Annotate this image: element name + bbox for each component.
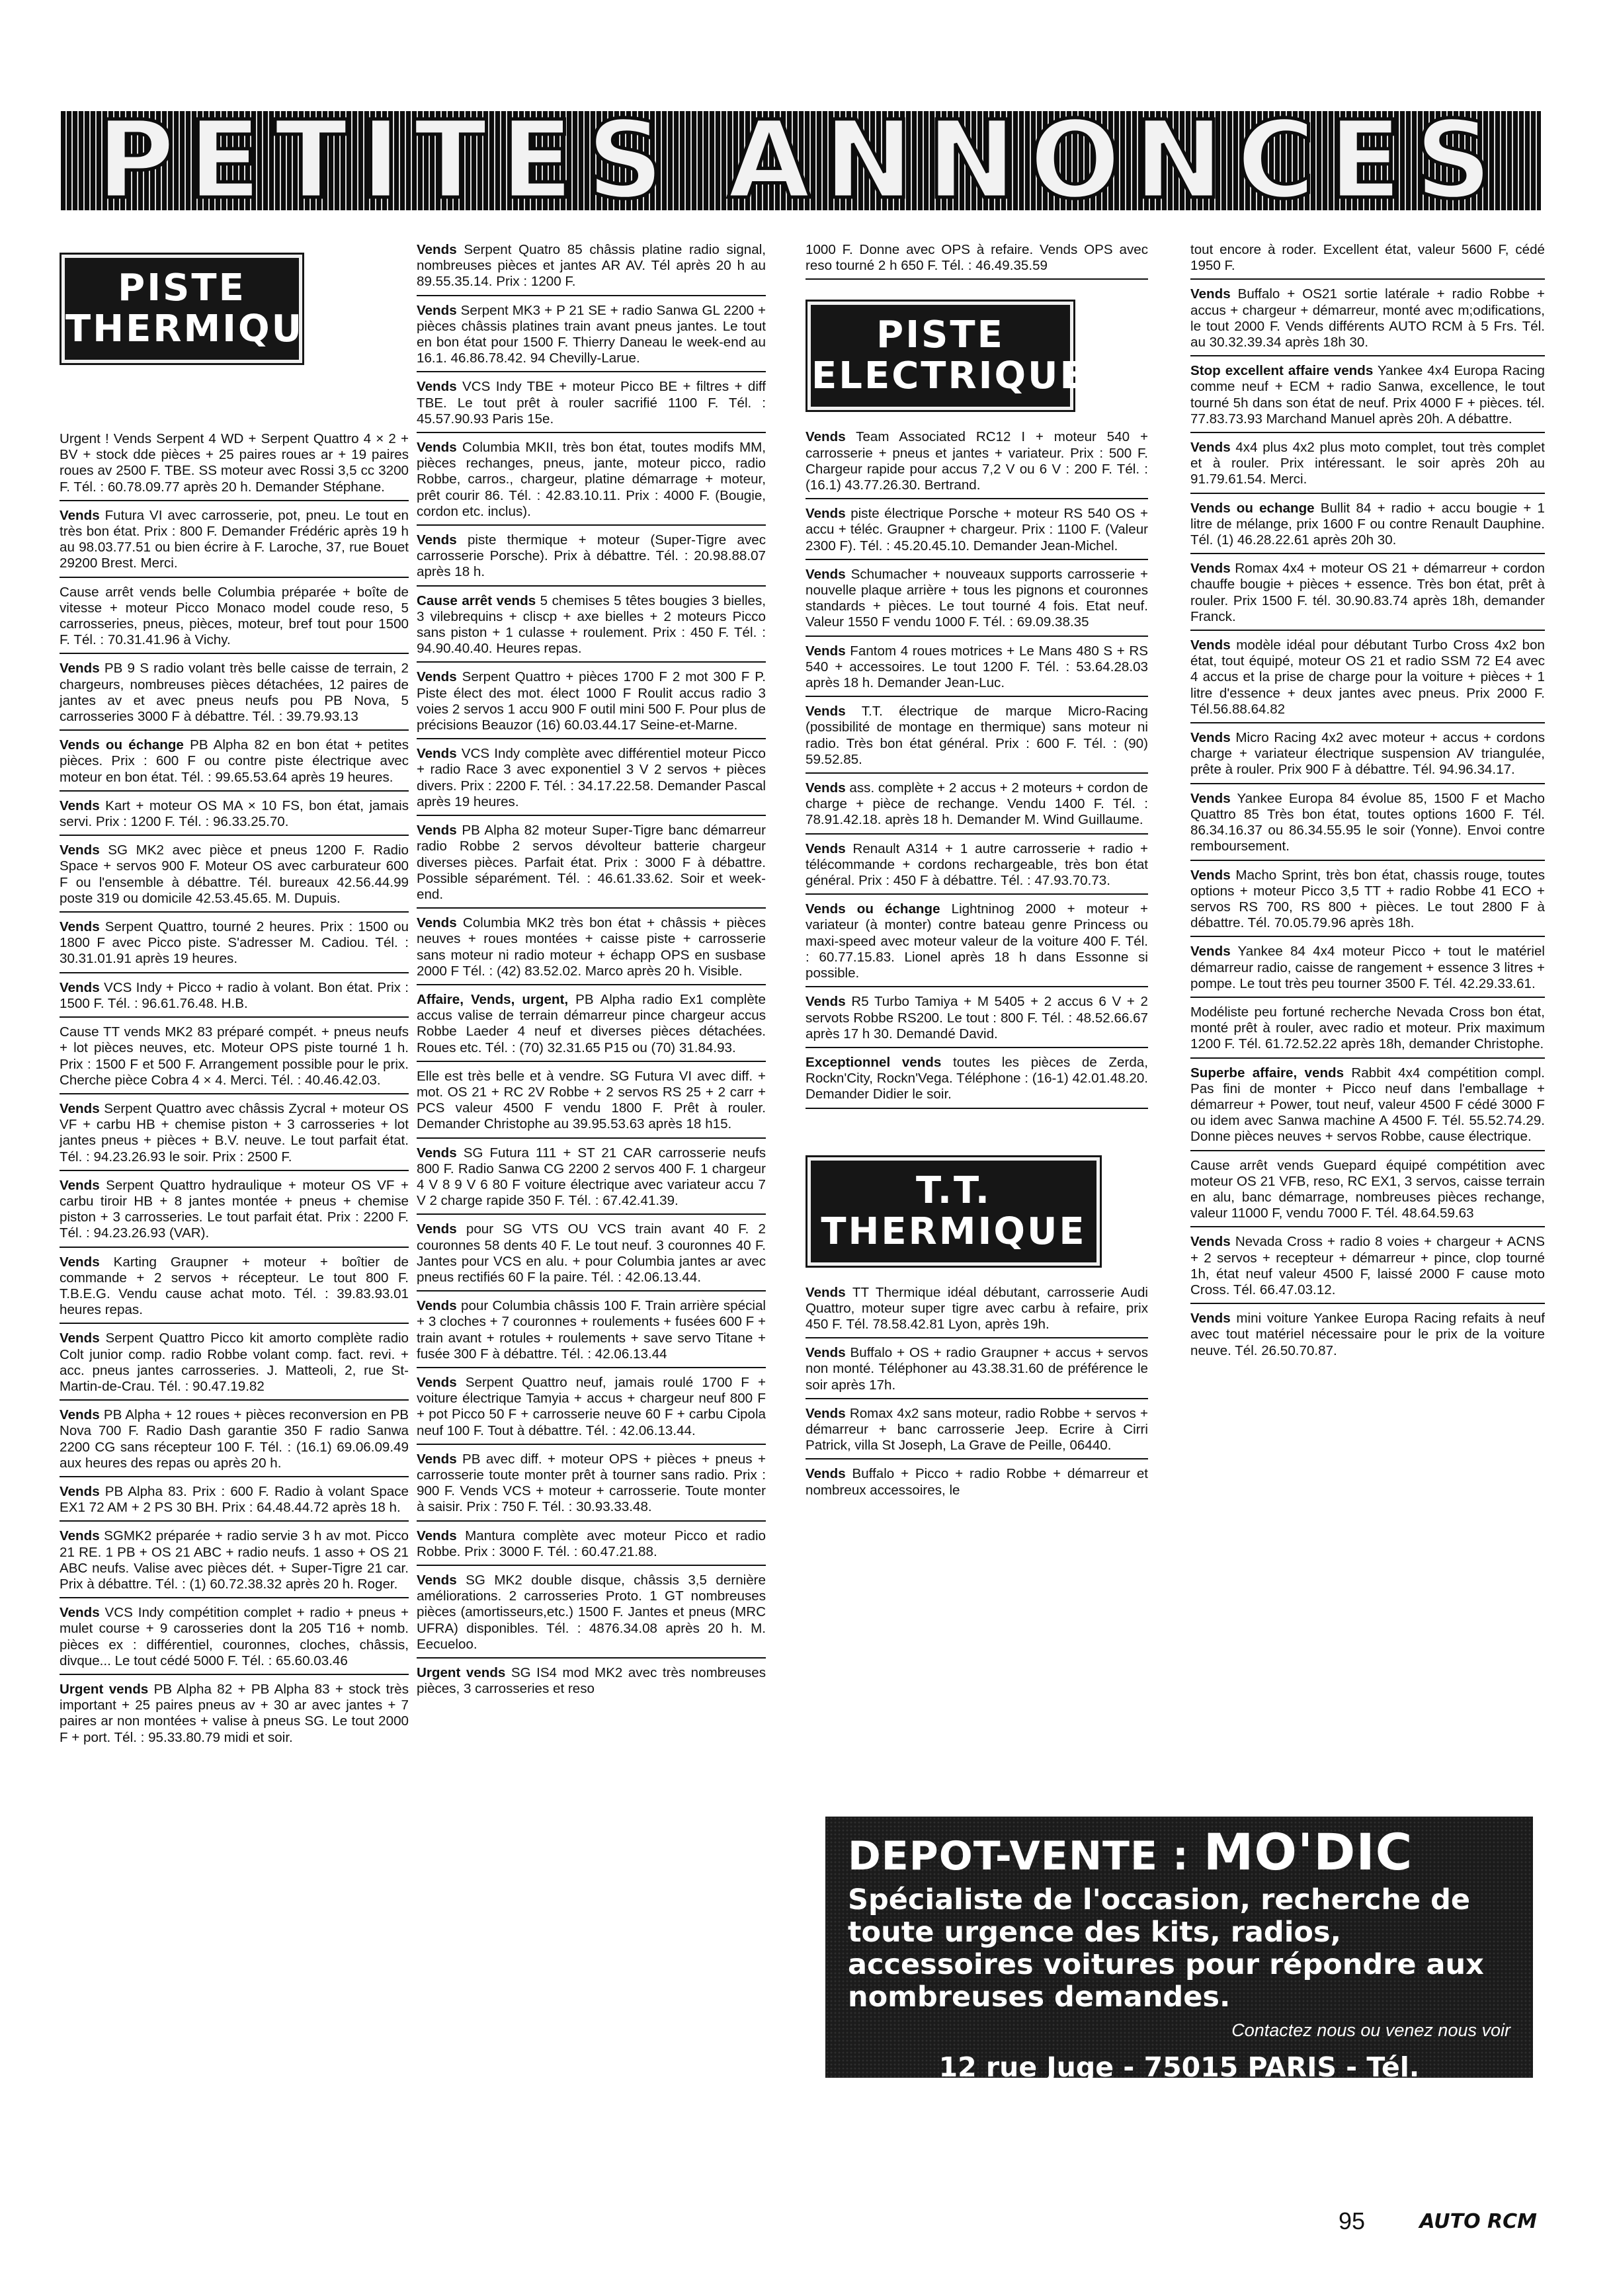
ad-text: Serpent Quattro + pièces 1700 F 2 mot 300 F P. Piste élect des mot. élect 1000 F Roulit accus radio 3 voies 2 servos 1 accu 900 F outil mini 500 F. Pour plus de précisions Beauzor (16) 60.03.44.17 Seine-et-Marne.: [417, 669, 766, 733]
ad-lead: Vends: [1190, 790, 1231, 806]
ad-text: Modéliste peu fortuné recherche Nevada Cross bon état, monté prêt à rouler, avec radio et moteur. Prix maximum 1200 F. Tél. 61.72.52.22 après 18h, demander Christophe.: [1190, 1004, 1545, 1052]
ad-text: Serpent Quattro neuf, jamais roulé 1700 F + voiture électrique Tamyia + accus + chargeur neuf 800 F + pot Picco 50 F + carrosserie neuve 60 F + carbu Cipola neuf 100 F. Tout à débattre. Tél. : 42.06.13.44.: [417, 1374, 766, 1438]
classified-ad: [1190, 1155, 1545, 1228]
classified-ad: [806, 1342, 1148, 1399]
ad-lead: Vends: [60, 1177, 100, 1193]
ad-lead: Vends: [1190, 1311, 1231, 1327]
classified-ad: [1190, 788, 1545, 861]
ad-lead: Vends: [60, 798, 100, 813]
classified-ad: [417, 1295, 766, 1368]
ad-lead: Vends: [417, 242, 457, 257]
ad-lead: Vends: [417, 1298, 457, 1314]
ad-lead: Vends: [417, 746, 457, 762]
ad-lead: Vends: [806, 429, 846, 445]
classified-ad: [1190, 727, 1545, 784]
classified-ad: [417, 1526, 766, 1566]
page-number: 95: [1339, 2207, 1366, 2234]
ad-lead: Vends: [60, 1407, 100, 1423]
ad-lead: Vends: [806, 643, 846, 659]
classified-ad: [806, 701, 1148, 774]
ad-lead: Affaire, Vends, urgent,: [417, 991, 569, 1007]
classified-ad: [806, 503, 1148, 560]
classified-ad: [60, 1252, 409, 1325]
ad-lead: Vends: [60, 661, 100, 676]
ad-text: Serpent Quattro, tourné 2 heures. Prix : 1500 ou 1800 F avec Picco piste. S'adresser M. Cadiou. Tél. : 30.31.01.91 après 19 heures.: [60, 919, 409, 967]
ad-list-col1: [60, 429, 409, 1750]
classified-ad: [60, 1328, 409, 1401]
ad-text: SG MK2 avec pièce et pneus 1200 F. Radio Space + servos 900 F. Moteur OS avec carburateur 600 F ou l'ensemble à débattre. Tél. bureaux 42.56.44.99 poste 319 ou domicile 42.53.45.65. M. Dupuis.: [60, 842, 409, 906]
classified-ad: [806, 641, 1148, 698]
ad-list-col3-top: [806, 239, 1148, 280]
ad-text: PB Alpha 82 moteur Super-Tigre banc démarreur radio Robbe 2 servos dévolteur batterie chargeur diverses pièces. Parfait état. Prix : 3000 F à débattre. Possible séparément. Tél. : 46.61.33.62. Soir et week-end.: [417, 823, 766, 902]
ad-lead: Vends: [417, 1528, 457, 1543]
section-heading-piste-thermique: [60, 253, 331, 365]
ad-text: SG Futura 111 + ST 21 CAR carrosserie neufs 800 F. Radio Sanwa CG 2200 2 servos 400 F. 1 chargeur 4 V 8 9 V 6 80 F voiture électrique avec variateur accu 7 V 2 charge rapide 350 F. Tél. : 67.42.41.39.: [417, 1145, 766, 1209]
section-heading-line: PISTE: [876, 313, 1005, 357]
ad-list-col4: [1190, 239, 1545, 1364]
classified-ad: [60, 505, 409, 578]
ad-text: toutes les pièces de Zerda, Rockn'City, Rockn'Vega. Téléphone : (16-1) 42.01.48.20. Demander Didier le soir.: [806, 1054, 1148, 1102]
ad-text: VCS Indy + Picco + radio à volant. Bon état. Prix : 1500 F. Tél. : 96.61.76.48. H.B.: [60, 979, 409, 1011]
depot-title-label: DEPOT-VENTE :: [848, 1833, 1189, 1879]
classified-ad: [1190, 635, 1545, 723]
ad-lead: Vends: [1190, 867, 1231, 883]
ad-text: Romax 4x4 + moteur OS 21 + démarreur + cordon chauffe bougie + pièces + essence. Très bon état, prêt à rouler. Prix 1500 F. tél. 30.90.83.74 après 18h, demander Franck.: [1190, 561, 1545, 624]
classified-ad: [417, 1570, 766, 1659]
ad-list-electrique: [806, 427, 1148, 1108]
ad-text: Micro Racing 4x2 avec moteur + accus + cordons charge + variateur électrique suspension AV triangulée, prête à rouler. Prix 900 F à débattre. Tél. 94.96.34.17.: [1190, 730, 1545, 778]
classified-ad: [60, 1679, 409, 1750]
ad-text: pour Columbia châssis 100 F. Train arrière spécial + 3 cloches + 7 couronnes + roulements + fusées 600 F + train avant + rotules + roulements + save servo Titane + fusée 300 F à débattre. Tél. : 42.06.13.44: [417, 1298, 766, 1362]
depot-contact-line: Contactez nous ou venez nous voir: [1231, 2020, 1510, 2040]
column-3: [806, 239, 1148, 1507]
classified-ad: [60, 735, 409, 792]
classified-ad: [1190, 1063, 1545, 1151]
ad-lead: Vends: [60, 1605, 100, 1621]
ad-text: VCS Indy TBE + moteur Picco BE + filtres + diff TBE. Le tout prêt à rouler sacrifié 1100 F. Tél. : 45.57.90.93 Paris 15e.: [417, 379, 766, 427]
column-4: [1190, 239, 1545, 1368]
classified-ad: [806, 564, 1148, 637]
ad-lead: Vends: [806, 840, 846, 856]
ad-text: Serpent Quattro Picco kit amorto complète radio Colt junior comp. radio Robbe volant comp. fact. revi. + acc. pneus jantes carrosseries. J. Matteoli, 2, rue St-Martin-de-Crau. Tél. : 90.47.19.82: [60, 1331, 409, 1394]
ad-lead: Vends: [60, 1331, 100, 1346]
ad-text: Team Associated RC12 I + moteur 540 + carrosserie + pneus et jantes + variateur. Prix : 500 F. Chargeur rapide pour accus 7,2 V ou 6 V : 200 F. Tél. : (16.1) 43.77.26.30. Bertrand.: [806, 429, 1148, 493]
ad-lead: Vends: [60, 1528, 100, 1544]
classified-ad: [60, 1098, 409, 1171]
ad-lead: Vends: [1190, 1234, 1231, 1250]
ad-text: modèle idéal pour débutant Turbo Cross 4x2 bon état, tout équipé, moteur OS 21 et radio SSM 72 E4 avec 4 accus et la prise de charge pour la voiture + pièces + 1 litre d'essence + deux jantes avec pneus. Prix 2000 F. Tél.56.88.64.82: [1190, 637, 1545, 717]
ad-lead: Vends: [806, 566, 846, 582]
classified-ad: [417, 437, 766, 526]
ad-text: piste thermique + moteur (Super-Tigre avec carrosserie Porsche). Prix à débattre. Tél. : 20.98.88.07 après 18 h.: [417, 532, 766, 580]
classified-ad: [806, 239, 1148, 280]
depot-body-text: Spécialiste de l'occasion, recherche de toute urgence des kits, radios, accessoires voitures pour répondre aux nombreuses demandes.: [848, 1883, 1484, 2014]
classified-ad: [417, 1143, 766, 1215]
classified-ad: [1190, 558, 1545, 631]
classified-ad: [417, 667, 766, 739]
ad-lead: Cause arrêt vends: [417, 593, 536, 608]
ad-text: PB Alpha 82 en bon état + petites pièces. Prix : 600 F ou contre piste électrique avec moteur en bon état. Tél. : 99.65.53.64 après 19 heures.: [60, 737, 409, 785]
ad-text: T.T. électrique de marque Micro-Racing (possibilité de montage en thermique) sans moteur ni radio. Très bon état général. Prix : 600 F. Tél. : (90) 59.52.85.: [806, 704, 1148, 767]
classified-ad: [417, 1372, 766, 1445]
ad-text: SG MK2 double disque, châssis 3,5 dernière améliorations. 2 carrosseries Proto. 1 GT nombreuses pièces (amortisseurs,etc.) 1500 F. Jantes et pneus (MRC UFRA) disponibles. Tél. : 4876.34.08 après 20 h. M. Eecueloo.: [417, 1573, 766, 1652]
ad-lead: Vends: [417, 532, 457, 548]
ad-text: Buffalo + OS21 sortie latérale + radio Robbe + accus + chargeur + démarreur, monté avec m;odifications, le tout 2000 F. Vends différents AUTO RCM à 5 Frs. Tél. au 30.32.39.34 après 18h 30.: [1190, 286, 1545, 350]
ad-text: mini voiture Yankee Europa Racing refaits à neuf avec tout matériel nécessaire pour le prix de la voiture neuve. Tél. 26.50.70.87.: [1190, 1311, 1545, 1358]
ad-lead: Vends: [1190, 730, 1231, 746]
ad-text: Fantom 4 roues motrices + Le Mans 480 S + RS 540 + accessoires. Le tout 1200 F. Tél. : 53.64.28.03 après 18 h. Demander Jean-Luc.: [806, 643, 1148, 691]
classified-ad: [60, 582, 409, 655]
ad-lead: Vends: [806, 506, 846, 522]
ad-text: SGMK2 préparée + radio servie 3 h av mot. Picco 21 RE. 1 PB + OS 21 ABC + radio neufs. 1 asso + OS 21 ABC neufs. Valise avec pièces dét. + Super-Tigre 21 car. Prix à débattre. Tél. : (1) 60.72.38.32 après 20 h. Roger.: [60, 1528, 409, 1592]
ad-text: Buffalo + Picco + radio Robbe + démarreur et nombreux accessoires, le: [806, 1466, 1148, 1498]
section-heading-line: T.T.: [916, 1168, 991, 1212]
ad-list-col2: [417, 239, 766, 1702]
page-footer: [1339, 2207, 1537, 2234]
classified-ad: [806, 839, 1148, 895]
ad-text: Schumacher + nouveaux supports carrosserie + nouvelle plaque arrière + tous les pignons et couronnes standards + pièces. Le tout tourné 4 fois. Etat neuf. Valeur 1550 F vendu 1000 F. Tél. : 69.09.38.35: [806, 566, 1148, 630]
classified-ad: [806, 1052, 1148, 1109]
depot-brand: MO'DIC: [1203, 1823, 1413, 1881]
ad-lead: Vends: [417, 302, 457, 318]
classified-ad: [806, 778, 1148, 835]
ad-lead: Vends: [1190, 561, 1231, 577]
ad-lead: Vends: [60, 1254, 100, 1270]
classified-ad: [806, 899, 1148, 987]
classified-ad: [1190, 865, 1545, 938]
ad-text: Serpent Quattro avec châssis Zycral + moteur OS VF + carbu HB + chemise piston + 3 carrosseries + lot jantes pneus + pièces + B.V. neuve. Le tout parfait état. Tél. : 94.23.26.93 le soir. Prix : 2500 F.: [60, 1100, 409, 1165]
ad-lead: Vends: [1190, 286, 1231, 302]
ad-text: Cause arrêt vends Guepard équipé compétition avec moteur OS 21 VFB, reso, RC EX1, 3 servos, caisse terrain en alu, banc démarrage, nombreuses pièces rechange, valeur 11000 F, vendu 7000 F. Tél. 48.64.59.63: [1190, 1157, 1545, 1221]
classified-ad: [1190, 239, 1545, 280]
classified-ad: [806, 1403, 1148, 1460]
ad-text: PB Alpha radio Ex1 complète accus valise de terrain démarreur pince chargeur accus Robbe Laeder 4 neuf et diverses pièces détachées. Roues etc. Tél. : (70) 32.31.65 P15 ou (70) 31.84.93.: [417, 991, 766, 1055]
ad-text: R5 Turbo Tamiya + M 5405 + 2 accus 6 V + 2 servots Robbe RS200. Le tout : 800 F. Tél. : 48.52.66.67 après 17 h 30. Demandé David.: [806, 994, 1148, 1042]
ad-text: Serpent MK3 + P 21 SE + radio Sanwa GL 2200 + pièces châssis platines train avant pneus jantes. Le tout en bon état pour 1500 F. Thierry Daneau le week-end au 16.1. 46.86.78.42. 94 Chevilly-Larue.: [417, 302, 766, 366]
ad-lead: Vends: [417, 823, 457, 839]
ad-text: PB Alpha 83. Prix : 600 F. Radio à volant Space EX1 72 AM + 2 PS 30 BH. Prix : 64.48.44.72 après 18 h.: [60, 1483, 409, 1516]
ad-text: Bullit 84 + radio + accu bougie + 1 litre de mélange, prix 1600 F ou contre Renault Dauphine. Tél. (1) 46.28.22.61 après 20h 30.: [1190, 500, 1545, 548]
section-heading-line: THERMIQUE: [821, 1210, 1087, 1253]
classified-ad: [60, 917, 409, 973]
ad-lead: Urgent vends: [60, 1682, 149, 1697]
ad-text: Romax 4x2 sans moteur, radio Robbe + servos + démarreur + banc carrosserie Jeep. Ecrire à Cirri Patrick, villa St Joseph, La Grave de Peille, 06440.: [806, 1405, 1148, 1454]
ad-text: 1000 F. Donne avec OPS à refaire. Vends OPS avec reso tourné 2 h 650 F. Tél. : 46.49.35.59: [806, 242, 1148, 274]
classified-ad: [806, 427, 1148, 499]
classified-ad: [417, 1662, 766, 1702]
ad-text: Columbia MKII, très bon état, toutes modifs MM, pièces rechanges, pneus, jante, moteur picco, radio Robbe, carros., chargeur, platine démarrage + moteur, prêt courir 86. Tél. : 42.83.10.11. Prix : 4000 F. (Bougie, cordon etc. inclus).: [417, 440, 766, 519]
ad-lead: Vends: [60, 507, 100, 523]
classified-ad: [1190, 941, 1545, 998]
ad-text: Urgent ! Vends Serpent 4 WD + Serpent Quattro 4 × 2 + BV + stock dde pièces + 25 paires roues ar + 19 paires roues av 2500 F. TBE. SS moteur avec Rossi 3,5 cc 3200 F. Tél. : 60.78.09.77 après 20 h. Demander Stéphane.: [60, 431, 409, 495]
ad-lead: Vends: [806, 704, 846, 719]
ad-lead: Vends ou échange: [60, 737, 184, 753]
section-heading-line: THERMIQUE: [65, 308, 331, 350]
ad-text: Buffalo + OS + radio Graupner + accus + servos non monté. Téléphoner au 43.38.31.60 de préférence le soir après 17h.: [806, 1345, 1148, 1393]
classified-ad: [417, 989, 766, 1062]
ad-text: TT Thermique idéal débutant, carrosserie Audi Quattro, moteur super tigre avec carbu à refaire, prix 450 F. Tél. 78.58.42.81 Lyon, après 19h.: [806, 1284, 1148, 1332]
ad-text: Futura VI avec carrosserie, pot, pneu. Le tout en très bon état. Prix : 800 F. Demander Frédéric après 19 h au 98.03.77.51 ou bien écrire à F. Laroche, 37, rue Bouet 29200 Brest. Merci.: [60, 507, 409, 571]
ad-text: PB avec diff. + moteur OPS + pièces + pneus + carrosserie toute monter prêt à tourner sans radio. Prix : 900 F. Vends VCS + moteur + carrosserie. Toute monter à saisir. Prix : 750 F. Tél. : 30.93.33.48.: [417, 1451, 766, 1515]
ad-lead: Vends: [417, 1573, 457, 1588]
section-heading-piste-electrique: [806, 300, 1087, 412]
ad-lead: Superbe affaire, vends: [1190, 1065, 1344, 1081]
ad-text: Karting Graupner + moteur + boîtier de commande + 2 servos + récepteur. Le tout 800 F. T.B.E.G. Vendu cause achat moto. Tél. : 39.83.93.01 heures repas.: [60, 1254, 409, 1318]
depot-title: [848, 1823, 1510, 1881]
classified-ad: [60, 429, 409, 501]
ad-lead: Vends: [60, 979, 100, 995]
ad-lead: Vends: [806, 1284, 846, 1300]
column-1: [60, 239, 409, 1754]
ad-lead: Vends: [417, 1374, 457, 1390]
classified-ad: [60, 840, 409, 913]
classified-ad: [417, 820, 766, 909]
ad-text: 4x4 plus 4x2 plus moto complet, tout très complet et à rouler. Prix intéressant. le soir après 20h au 91.79.61.54. Merci.: [1190, 440, 1545, 487]
ad-lead: Vends: [806, 780, 846, 796]
ad-lead: Vends: [60, 1100, 100, 1116]
ad-text: Rabbit 4x4 compétition compl. Pas fini de monter + Picco neuf dans l'emballage + démarreur + Power, tout neuf, valeur 4500 F cédé 3000 F ou idem avec Sanwa machine A 4500 F. Tél. 55.52.74.29. Donne pièces neuves + servos Robbe, cause électrique.: [1190, 1065, 1545, 1145]
ad-lead: Vends ou échange: [806, 901, 940, 917]
ad-text: Macho Sprint, très bon état, chassis rouge, toutes options + moteur Picco 3,5 TT + radio Robbe 41 ECO + servos RS 700, RS 800 + pièces. Le tout 2800 F à débattre. Tél. 70.05.79.96 après 18h.: [1190, 867, 1545, 931]
classified-ad: [1190, 1308, 1545, 1364]
ad-lead: Vends ou echange: [1190, 500, 1315, 516]
ad-lead: Vends: [806, 1466, 846, 1482]
ad-lead: Vends: [60, 919, 100, 935]
classified-ad: [806, 1463, 1148, 1502]
classified-ad: [60, 1022, 409, 1094]
classified-ad: [60, 1526, 409, 1598]
ad-text: Serpent Quattro hydraulique + moteur OS VF + carbu tiroir HB + 8 jantes montée + pneus + chemise piston + 3 carrosseries. Le tout parfait état. Prix : 2200 F. Tél. : 94.23.26.93 (VAR).: [60, 1177, 409, 1241]
ad-lead: Vends: [417, 915, 457, 931]
ad-lead: Vends: [417, 1221, 457, 1237]
classified-ad: [417, 743, 766, 816]
ad-lead: Vends: [806, 1405, 846, 1421]
ad-text: Elle est très belle et à vendre. SG Futura VI avec diff. + mot. OS 21 + RC 2V Robbe + 2 servos RS 25 + 2 carr + PCS valeur 4500 F vendu 1800 F. Prêt à rouler. Demander Christophe au 39.95.53.63 après 18 h15.: [417, 1068, 766, 1132]
ad-text: VCS Indy complète avec différentiel moteur Picco + radio Race 3 avec exponentiel 3 V 2 servos + pièces divers. Prix : 2200 F. Tél. : 34.17.22.58. Demander Pascal après 19 heures.: [417, 746, 766, 809]
ad-text: PB Alpha + 12 roues + pièces reconversion en PB Nova 700 F. Radio Dash garantie 350 F radio Sanwa 2200 CG sans récepteur 100 F. Tél. : (16.1) 69.06.09.49 aux heures des repas ou après 20 h.: [60, 1407, 409, 1471]
ad-lead: Vends: [60, 1483, 100, 1499]
depot-address: 12 rue Juge - 75015 PARIS - Tél. 45.75.10.48: [938, 2051, 1420, 2115]
classified-ad: [60, 1175, 409, 1248]
depot-vente-advert: [825, 1817, 1533, 2115]
ad-text: VCS Indy compétition complet + radio + pneus + mulet course + 9 carosseries dont la 205 T16 + nomb. pièces ex : différentiel, couronnes, cloches, châssis, divque... Le tout cédé 5000 F. Tél. : 65.60.03.46: [60, 1605, 409, 1668]
classified-ad: [806, 991, 1148, 1048]
ad-lead: Vends: [417, 379, 457, 395]
ad-list-tt-thermique: [806, 1282, 1148, 1503]
ad-text: Yankee 4x4 Europa Racing comme neuf + ECM + radio Sanwa, excellence, le tout tourné 5h dans son état de neuf. Prix 4000 F + pièces. tél. 77.83.73.93 Marchand Manuel après 20h. A débattre.: [1190, 363, 1545, 427]
masthead-banner: [61, 111, 1541, 210]
ad-lead: Vends: [417, 440, 457, 456]
classified-ad: [417, 239, 766, 296]
ad-text: SG IS4 mod MK2 avec très nombreuses pièces, 3 carrosseries et reso: [417, 1665, 766, 1697]
classified-ad: [60, 1481, 409, 1522]
ad-text: Nevada Cross + radio 8 voies + chargeur + ACNS + 2 servos + recepteur + démarreur + pince, clop tourné 1h, état neuf valeur 4500 F, laissé 2000 F cause moto Cross. Tél. 66.47.03.12.: [1190, 1234, 1545, 1297]
ad-text: Serpent Quatro 85 châssis platine radio signal, nombreuses pièces et jantes AR AV. Tél après 20 h au 89.55.35.14. Prix : 1200 F.: [417, 242, 766, 290]
ad-text: Renault A314 + 1 autre carrosserie + radio + télécommande + cordons rechargeable, très bon état général. Prix : 450 F à débattre. Tél. : 47.93.70.73.: [806, 840, 1148, 889]
classified-ad: [417, 1219, 766, 1292]
ad-text: piste électrique Porsche + moteur RS 540 OS + accu + téléc. Graupner + chargeur. Prix : 1100 F. (Valeur 2300 F). Tél. : 45.20.45.10. Demander Jean-Michel.: [806, 506, 1148, 554]
classified-ad: [417, 913, 766, 985]
column-2: [417, 239, 766, 1705]
classified-ad: [417, 1449, 766, 1522]
ad-text: Yankee 84 4x4 moteur Picco + tout le matériel démarreur radio, caisse de rangement + essence 3 litres + pompe. Le tout très peu tourner 3500 F. Tél. 42.29.33.61.: [1190, 944, 1545, 991]
ad-text: 5 chemises 5 têtes bougies 3 bielles, 3 vilebrequins + cliscp + axe bielles + 2 moteurs Picco sans piston + 1 culasse + roulement. Prix : 450 F. Tél. : 94.90.40.40. Heures repas.: [417, 593, 766, 657]
classified-ad: [1190, 437, 1545, 494]
ad-lead: Vends: [806, 994, 846, 1010]
ad-lead: Urgent vends: [417, 1665, 506, 1681]
classified-ad: [417, 591, 766, 663]
ad-lead: Vends: [1190, 440, 1231, 456]
section-heading-tt-thermique: [806, 1155, 1102, 1268]
ad-lead: Vends: [1190, 637, 1231, 653]
ad-lead: Vends: [417, 669, 457, 685]
ad-text: PB Alpha 82 + PB Alpha 83 + stock très important + 25 paires pneus av + 30 ar avec jantes + 7 paires ar non montées + valise à pneus SG. Le tout 2000 F + port. Tél. : 95.33.80.79 midi et soir.: [60, 1682, 409, 1745]
classified-ad: [417, 1066, 766, 1139]
magazine-name: AUTO RCM: [1419, 2210, 1537, 2233]
masthead-title: PETITES ANNONCES: [96, 111, 1506, 210]
ad-lead: Vends: [417, 1145, 457, 1161]
classified-ad: [417, 376, 766, 433]
ad-lead: Exceptionnel vends: [806, 1054, 942, 1070]
section-heading-line: PISTE: [118, 266, 246, 309]
ad-text: Cause arrêt vends belle Columbia préparée + boîte de vitesse + moteur Picco Monaco model coude reso, 5 carrosseries, pneus, pièces, moteur, bref tout pour 1500 F. Tél. : 70.31.41.96 à Vichy.: [60, 584, 409, 648]
section-heading-line: ELECTRIQUE: [811, 354, 1087, 398]
ad-text: Columbia MK2 très bon état + châssis + pièces neuves + roues montées + caisse piste + carrosserie sans moteur ni radio moteur + échapp OPS en susbase 2000 F Tél. : (42) 83.52.02. Marco après 20 h. Visible.: [417, 915, 766, 979]
ad-text: tout encore à roder. Excellent état, valeur 5600 F, cédé 1950 F.: [1190, 242, 1545, 274]
ad-lead: Vends: [806, 1345, 846, 1361]
ad-lead: Vends: [60, 842, 100, 858]
ad-text: Lightninog 2000 + moteur + variateur (à monter) contre bateau genre Princess ou maxi-speed avec moteur valeur de la voiture 400 F. Tél. : 60.77.15.83. Lionel après 18 h dans Essonne si possible.: [806, 901, 1148, 981]
classified-ad: [1190, 1002, 1545, 1059]
ad-text: Cause TT vends MK2 83 préparé compét. + pneus neufs + lot pièces neuves, etc. Moteur OPS piste tourné 1 h. Prix : 1500 F et 500 F. Arrangement possible pour le prix. Cherche pièce Cobra 4 × 4. Merci. Tél. : 40.46.42.03.: [60, 1024, 409, 1088]
classified-ad: [1190, 360, 1545, 433]
ad-text: PB 9 S radio volant très belle caisse de terrain, 2 chargeurs, nombreuses pièces détachées, 12 paires de jantes av et avec pneus neufs pou PB Nova, 5 carrosseries 3000 F à débattre. Tél. : 39.79.93.13: [60, 661, 409, 725]
ad-text: Yankee Europa 84 évolue 85, 1500 F et Macho Quattro 85 Très bon état, toutes options 1600 F. Tél. 86.34.16.37 ou 86.34.55.95 le soir (Yonne). Envoi contre remboursement.: [1190, 790, 1545, 854]
classified-ad: [60, 1602, 409, 1675]
ad-text: ass. complète + 2 accus + 2 moteurs + cordon de charge + pièce de rechange. Vendu 1400 F. Tél. : 78.91.42.18. après 18 h. Demander M. Wind Guillaume.: [806, 780, 1148, 828]
classified-ad: [806, 1282, 1148, 1339]
classified-ad: [60, 658, 409, 731]
classified-ad: [417, 530, 766, 587]
classified-ad: [1190, 498, 1545, 555]
classified-ad: [60, 977, 409, 1018]
classified-ad: [417, 300, 766, 373]
ad-text: Mantura complète avec moteur Picco et radio Robbe. Prix : 3000 F. Tél. : 60.47.21.88.: [417, 1528, 766, 1559]
ad-text: Kart + moteur OS MA × 10 FS, bon état, jamais servi. Prix : 1200 F. Tél. : 96.33.25.70.: [60, 798, 409, 830]
ad-lead: Stop excellent affaire vends: [1190, 363, 1374, 379]
classified-ad: [1190, 1231, 1545, 1304]
classified-ad: [60, 796, 409, 836]
classified-ad: [60, 1405, 409, 1477]
ad-lead: Vends: [1190, 944, 1231, 960]
ad-lead: Vends: [417, 1451, 457, 1467]
classified-ad: [1190, 284, 1545, 356]
ad-text: pour SG VTS OU VCS train avant 40 F. 2 couronnes 58 dents 40 F. Le tout neuf. 3 couronnes 40 F. Jantes pour VCS en alu. + pour Columbia jantes ar avec pneus rectifiés 60 F la paire. Tél. : 42.06.13.44.: [417, 1221, 766, 1285]
